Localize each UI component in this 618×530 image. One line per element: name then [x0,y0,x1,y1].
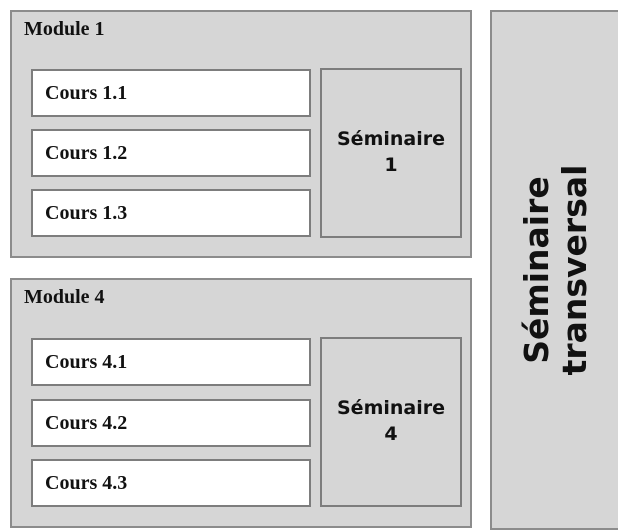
seminaire-transversal-line2: transversal [555,164,594,376]
module-4-box [10,278,472,528]
seminaire-1-label: Séminaire [337,128,445,151]
seminaire-transversal-box [490,10,618,530]
module-1-title: Module 1 [24,18,105,40]
module-1-box [10,10,472,258]
seminaire-transversal-label [518,165,594,376]
cours-4-2: Cours 4.2 [31,399,311,447]
seminaire-1-number: 1 [384,154,398,176]
seminaire-4-box [320,337,462,507]
seminaire-4-number: 4 [384,423,398,445]
cours-4-1: Cours 4.1 [31,338,311,386]
cours-1-2: Cours 1.2 [31,129,311,177]
cours-1-1: Cours 1.1 [31,69,311,117]
seminaire-4-label: Séminaire [337,397,445,420]
seminaire-1-box [320,68,462,238]
seminaire-transversal-line1: Séminaire [517,176,557,364]
module-4-title: Module 4 [24,286,105,308]
cours-4-3: Cours 4.3 [31,459,311,507]
cours-1-3: Cours 1.3 [31,189,311,237]
